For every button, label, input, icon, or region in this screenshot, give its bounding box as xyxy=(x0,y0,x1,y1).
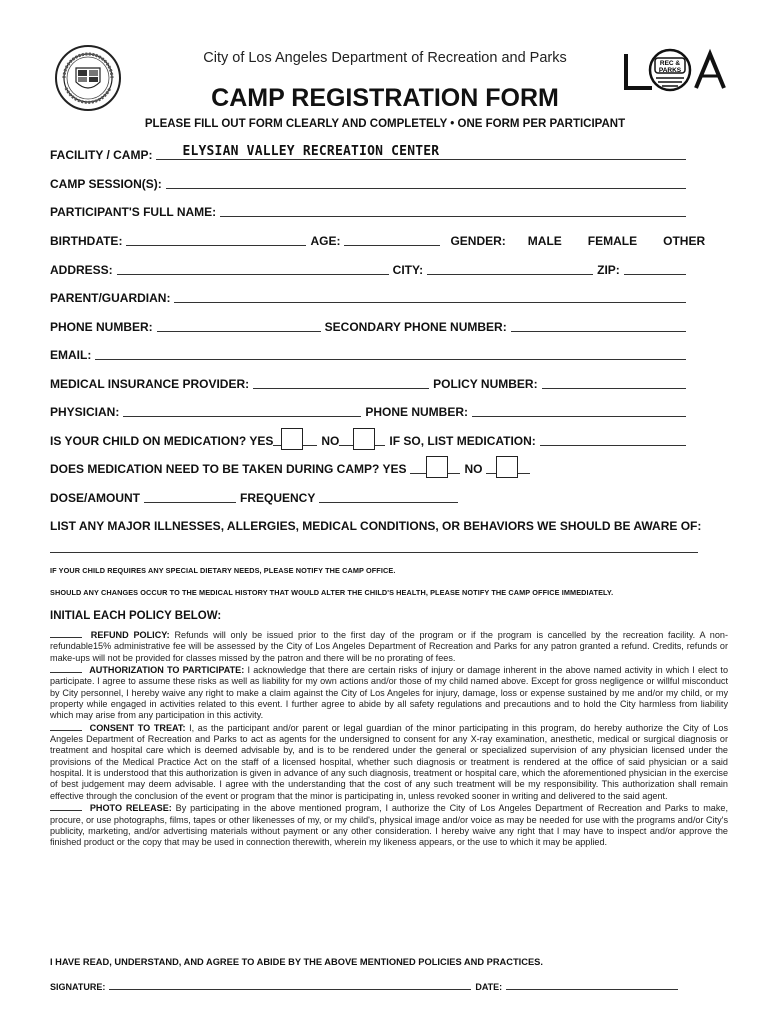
birthdate-field[interactable] xyxy=(126,233,306,246)
phone-label: PHONE NUMBER: xyxy=(50,320,153,334)
secondary-phone-field[interactable] xyxy=(511,319,686,332)
city-field[interactable] xyxy=(427,262,593,275)
address-label: ADDRESS: xyxy=(50,263,113,277)
facility-row xyxy=(50,146,690,162)
authorization-policy xyxy=(50,664,728,722)
policy-field[interactable] xyxy=(542,376,686,389)
medication-list-field[interactable] xyxy=(540,433,686,446)
secondary-phone-label: SECONDARY PHONE NUMBER: xyxy=(324,320,507,334)
frequency-label: FREQUENCY xyxy=(240,491,316,505)
during-camp-no-label: NO xyxy=(464,462,483,476)
address-field[interactable] xyxy=(117,262,389,275)
age-field[interactable] xyxy=(344,233,440,246)
department-name: City of Los Angeles Department of Recreation and Parks xyxy=(203,50,567,66)
illness-field-continued[interactable] xyxy=(50,552,698,553)
medication-yes-checkbox[interactable] xyxy=(281,428,303,450)
insurance-field[interactable] xyxy=(253,376,429,389)
gender-female-option[interactable]: FEMALE xyxy=(587,234,638,248)
photo-policy-title: PHOTO RELEASE: xyxy=(89,803,172,814)
session-row xyxy=(50,175,690,191)
session-label: CAMP SESSION(S): xyxy=(50,177,162,191)
refund-policy xyxy=(50,629,728,664)
medication-no-label: NO xyxy=(321,434,340,448)
address-row xyxy=(50,261,690,277)
if-so-label: IF SO, LIST MEDICATION: xyxy=(389,434,536,448)
zip-field[interactable] xyxy=(624,262,686,275)
authorization-initial-field[interactable] xyxy=(50,664,82,673)
email-label: EMAIL: xyxy=(50,348,92,362)
page-subtitle: PLEASE FILL OUT FORM CLEARLY AND COMPLETELY • ONE FORM PER PARTICIPANT xyxy=(144,118,626,130)
medication-row xyxy=(50,432,690,448)
page-title: CAMP REGISTRATION FORM xyxy=(211,84,559,112)
insurance-label: MEDICAL INSURANCE PROVIDER: xyxy=(50,377,250,391)
parent-row xyxy=(50,289,690,305)
authorization-policy-title: AUTHORIZATION TO PARTICIPATE: xyxy=(89,665,245,676)
participant-label: PARTICIPANT'S FULL NAME: xyxy=(50,205,217,219)
consent-policy-text: I, as the participant and/or parent or legal guardian of the minor participating in this program, do hereby authorize the City of Los Angeles Department of Recreation and Parks to act as agents for the undersigned to consent for any X-ray examination, anesthetic, medical or surgical diagnosis or treatment and hospital care which is deemed advisable by, and is to be rendered under the general or specialized supervision of any physician licensed under the provisions of the Medical Practice Act on the staff of a licensed hospital, whether such diagnosis or treatment is rendered at the office of said physician or a said hospital. It is understood that this authorization is given in advance of any such diagnosis, treatment or hospital care, which the aforementioned physician in the exercise of best judgement may deem advisable. I agree with the understanding that the cost of any such treatment will be my responsibility. This authorization shall remain effective through the conclusion of the event or program that the minor is participating in, unless revoked sooner in writing and delivered to the said agent. xyxy=(50,722,728,801)
dose-row xyxy=(50,489,462,505)
facility-value: ELYSIAN VALLEY RECREATION CENTER xyxy=(182,144,440,159)
gender-label: GENDER: xyxy=(450,234,506,248)
dietary-note: IF YOUR CHILD REQUIRES ANY SPECIAL DIETARY NEEDS, PLEASE NOTIFY THE CAMP OFFICE. xyxy=(50,566,396,575)
illness-row xyxy=(50,517,702,533)
city-label: CITY: xyxy=(392,263,424,277)
email-field[interactable] xyxy=(95,347,686,360)
participant-field[interactable] xyxy=(220,204,686,217)
gender-male-option[interactable]: MALE xyxy=(527,234,562,248)
signature-field[interactable] xyxy=(109,977,471,990)
svg-text:REC &: REC & xyxy=(659,60,681,67)
medication-question: IS YOUR CHILD ON MEDICATION? YES xyxy=(50,434,274,448)
policies-heading: INITIAL EACH POLICY BELOW: xyxy=(50,610,222,622)
authorization-policy-text: I acknowledge that there are certain risks of injury or damage inherent in the above named activity in which I elect to participate. I agree to assume these risks as well as liability for my own actions and/or those of my child named above. Except for gross negligence or willful misconduct by City personnel, I hereby waive any right to make a claim against the City of Los Angeles for injury, damage, loss or expense sustained by me and/or my child, or my property while engaged in activities related to this event. I further agree to abide by all safety regulations and precautions and to hold the City harmless from liability which may arise from any participation in this activity. xyxy=(50,665,729,721)
phone-field[interactable] xyxy=(157,319,321,332)
consent-initial-field[interactable] xyxy=(50,722,82,731)
physician-phone-label: PHONE NUMBER: xyxy=(365,405,469,419)
email-row xyxy=(50,346,690,362)
dose-label: DOSE/AMOUNT xyxy=(50,491,140,505)
photo-policy xyxy=(50,802,728,848)
physician-row xyxy=(50,403,690,419)
physician-phone-field[interactable] xyxy=(472,404,686,417)
consent-policy-title: CONSENT TO TREAT: xyxy=(89,722,186,733)
svg-text:PARKS: PARKS xyxy=(658,67,682,74)
physician-field[interactable] xyxy=(123,404,361,417)
photo-initial-field[interactable] xyxy=(50,802,82,811)
zip-label: ZIP: xyxy=(597,263,620,277)
medical-change-note: SHOULD ANY CHANGES OCCUR TO THE MEDICAL HISTORY THAT WOULD ALTER THE CHILD'S HEALTH, PLEASE NOTIFY THE CAMP OFFICE IMMEDIATELY. xyxy=(50,588,614,597)
parent-label: PARENT/GUARDIAN: xyxy=(50,291,171,305)
during-camp-no-checkbox[interactable] xyxy=(496,456,518,478)
gender-other-option[interactable]: OTHER xyxy=(663,234,706,248)
refund-initial-field[interactable] xyxy=(50,629,82,638)
participant-row xyxy=(50,203,690,219)
policy-label: POLICY NUMBER: xyxy=(433,377,538,391)
facility-label: FACILITY / CAMP: xyxy=(50,148,153,162)
policies-section xyxy=(50,629,728,849)
illness-question: LIST ANY MAJOR ILLNESSES, ALLERGIES, MEDICAL CONDITIONS, OR BEHAVIORS WE SHOULD BE AWARE OF: xyxy=(50,519,702,533)
signature-label: SIGNATURE: xyxy=(50,982,106,992)
consent-policy xyxy=(50,722,728,802)
agreement-statement: I HAVE READ, UNDERSTAND, AND AGREE TO ABIDE BY THE ABOVE MENTIONED POLICIES AND PRACTICES. xyxy=(50,957,543,967)
during-camp-yes-checkbox[interactable] xyxy=(426,456,448,478)
birthdate-label: BIRTHDATE: xyxy=(50,234,123,248)
frequency-field[interactable] xyxy=(319,490,458,503)
age-label: AGE: xyxy=(310,234,341,248)
session-field[interactable] xyxy=(166,176,686,189)
during-camp-question: DOES MEDICATION NEED TO BE TAKEN DURING CAMP? YES xyxy=(50,462,407,476)
date-field[interactable] xyxy=(506,977,678,990)
refund-policy-title: REFUND POLICY: xyxy=(90,630,170,640)
photo-policy-text: By participating in the above mentioned program, I authorize the City of Los Angeles Department of Recreation and Parks to make, procure, or use photographs, films, tapes or other likenesses of my, or my child's, physical image and/or voice as may be needed for use with the programs and/or City's publicity, marketing, and/or advertising materials without payment or any other consideration. I hereby waive any right that I may have to inspect and/or approve the finished product or the copy that may be used in connection therewith, wherein my likeness appears, or the use to which it may be applied. xyxy=(50,803,728,848)
birthdate-row xyxy=(50,232,706,248)
parent-field[interactable] xyxy=(174,290,686,303)
signature-row xyxy=(50,978,682,992)
during-camp-row xyxy=(50,460,540,476)
phone-row xyxy=(50,318,690,334)
date-label: DATE: xyxy=(475,982,503,992)
facility-field[interactable] xyxy=(156,144,686,160)
refund-policy-text: Refunds will only be issued prior to the first day of the program or if the program is cancelled by the recreation facility. A non-refundable15% administrative fee will be assessed by the City of Los Angeles Department of Recreation and Parks for any patron granted a refund. Credits, refunds or make-ups will not be provided for classes missed by the patron and there will be no prorating of fees. xyxy=(50,630,728,663)
insurance-row xyxy=(50,375,690,391)
dose-field[interactable] xyxy=(144,490,236,503)
physician-label: PHYSICIAN: xyxy=(50,405,120,419)
medication-no-checkbox[interactable] xyxy=(353,428,375,450)
